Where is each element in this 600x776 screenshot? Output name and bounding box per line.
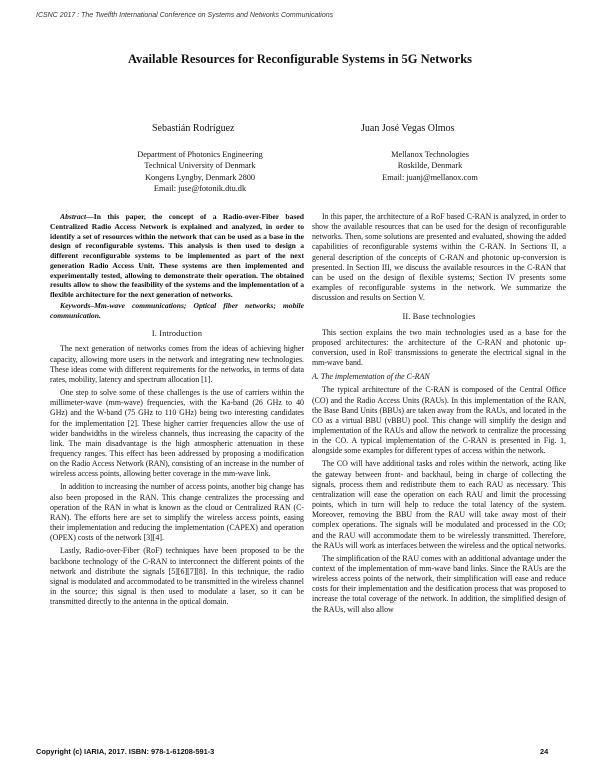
affiliation-line: Kongens Lyngby, Denmark 2800: [144, 172, 256, 182]
page-number: 24: [540, 747, 549, 756]
paragraph: This section explains the two main technologies used as a base for the proposed architectures: the architecture of the C-RAN and photonic up-conversion, used in RoF transmissions to generate the electrical signal in the mm-wave band.: [312, 327, 566, 368]
author-email: Email: juanj@mellanox.com: [382, 172, 478, 182]
affiliation-line: Department of Photonics Engineering: [137, 150, 263, 159]
affiliation-line: Roskilde, Denmark: [397, 161, 463, 171]
author-email: Email: juse@fotonik.dtu.dk: [153, 183, 247, 193]
abstract-label: Abstract: [60, 212, 87, 221]
abstract-text: —In this paper, the concept of a Radio-over-Fiber based Centralized Radio Access Network is explained and analyzed, in order to identify a set of resources within the network that can be used as a base in the design of reconfigurable systems. This analysis is then used to design a different reconfigurable systems to be implemented as part of the next generation Radio Access Unit. These systems are then implemented and experimentally tested, allowing to demonstrate their operation. The obtained results allow to show the feasibility of the systems and the implementation of a flexible architecture for the next generation of networks.: [50, 212, 304, 299]
paragraph: The CO will have additional tasks and roles within the network, acting like the gateway between front- and backhaul, being in charge of collecting the signals, process them and redistribute them to each RAU as necessary. This centralization will ease the operation on each RAU and limit the processing points, which in turn will help to reduce the total latency of the system. Moreover, removing the BBU from the RAU will take away most of their complex operations. The signals will be modulated and processed in the CO; and the RAU will accommodate them to be wirelessly transmitted. Therefore, the RAUs will work as interfaces between the wireless and the optical networks.: [312, 459, 566, 550]
running-head: ICSNC 2017 : The Twelfth International Conference on Systems and Networks Communications: [36, 12, 334, 19]
abstract: [50, 212, 304, 300]
paragraph: In addition to increasing the number of access points, another big change has also been proposed in the RAN. This change centralizes the processing and operation of the RAN in what is known as the cloud or Centralized RAN (C-RAN). The efforts here are set to simplify the wireless access points, easing their implementation and reducing the implementation (CAPEX) and operation (OPEX) costs of the network [3][4].: [50, 482, 304, 543]
paragraph: In this paper, the architecture of a RoF based C-RAN is analyzed, in order to show the available resources that can be used for the design of reconfigurable networks. Then, some solutions are presented and evaluated, showing the added capabilities of reconfigurable systems within the C-RAN. In Sections II, a general description of the concepts of C-RAN and photonic up-conversion is presented. In Section III, we discuss the available resources in the C-RAN that can be used on the design of flexible systems; Section IV presents some examples of reconfigurable systems in the network. We summarize the discussion and results on Section V.: [312, 212, 566, 303]
paper-title: Available Resources for Reconfigurable Systems in 5G Networks: [127, 52, 473, 66]
section-heading-introduction: I. Introduction: [151, 329, 203, 339]
paragraph: The simplification of the RAU comes with an additional advantage under the context of the implementation of mm-wave band links. Since the RAUs are the wireless access points of the network, their simplification will ease and reduce costs for their implementation and the desification process that was proposed to increase the total coverage of the network. In addition, the simplified design of the RAUs, will also allow: [312, 553, 566, 614]
keywords: Keywords–Mm-wave communications; Optical fiber networks; mobile communication.: [50, 300, 304, 320]
paragraph: Lastly, Radio-over-Fiber (RoF) techniques have been proposed to be the backbone technology of the C-RAN to interconnect the different points of the network and distribute the signals [5][6][7][8]. In this technique, the radio signal is modulated and accommodated to be transmitted in the wireless channel in the source; this signal is then used to modulate a laser, so it can be transmitted directly to the antenna in the optical domain.: [50, 546, 304, 607]
paragraph: The typical architecture of the C-RAN is composed of the Central Office (CO) and the Radio Access Units (RAUs). In this implementation of the RAN, the Base Band Units (BBUs) are taken away from the RAUs, and located in the CO as a virtual BBU (vBBU) pool. This change will simplify the design and implementation of the RAUs and allow the network to centralize the processing in the CO. A typical implementation of the C-RAN is presented in Fig. 1, alongside some examples for different types of access within the network.: [312, 385, 566, 456]
affiliation-2: [350, 149, 510, 183]
left-column: [50, 212, 304, 607]
right-column: [312, 212, 566, 615]
author-name-1: Sebastián Rodríguez: [152, 123, 235, 134]
author-name-2: Juan José Vegas Olmos: [361, 123, 455, 134]
affiliation-line: Mellanox Technologies: [391, 150, 469, 159]
paragraph: One step to solve some of these challenges is the use of carriers within the millimeter-wave (mm-wave) frequencies, with the Ka-band (26 GHz to 40 GHz) and the W-band (75 GHz to 110 GHz) being two interesting candidates for the implementation [2]. These higher carrier frequencies allow the use of wider bandwidths in the wireless channels, thus increasing the capacity of the link. The main disadvantage is the high atmospheric attenuation in these frequency ranges. This effect has been addressed by proposing a modification on the Radio Access Network (RAN), consisting of an increase in the number of wireless access points, allowing better coverage in the mm-wave link.: [50, 388, 304, 479]
affiliation-1: [110, 149, 290, 194]
paragraph: The next generation of networks comes from the ideas of achieving higher capacity, allowing more users in the network and integrating new technologies. These ideas come with different requirements for the networks, in terms of data rates, mobility, latency and spectrum allocation [1].: [50, 344, 304, 384]
section-heading-base-technologies: II. Base technologies: [402, 312, 476, 322]
subsection-heading: A. The implementation of the C-RAN: [312, 372, 430, 382]
footer-copyright: Copyright (c) IARIA, 2017. ISBN: 978-1-61208-591-3: [36, 747, 215, 756]
affiliation-line: Technical University of Denmark: [144, 161, 256, 171]
